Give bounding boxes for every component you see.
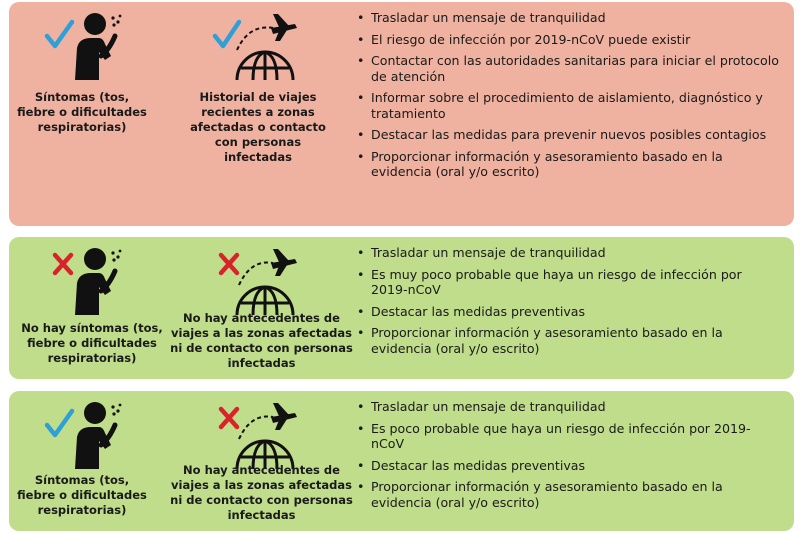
cross-icon (221, 255, 237, 273)
coughing-person-icon (39, 10, 129, 80)
recommendation-item: • Informar sobre el procedimiento de aislamiento, diagnóstico y tratamiento (357, 90, 782, 121)
recommendation-item: • Es poco probable que haya un riesgo de infección por 2019-nCoV (357, 421, 782, 452)
scenario-panel-high-risk (9, 2, 794, 226)
recommendation-list (357, 399, 782, 516)
check-icon (47, 411, 72, 435)
recommendation-item: • Trasladar un mensaje de tranquilidad (357, 245, 782, 261)
recommendation-item: • Proporcionar información y asesoramiento basado en la evidencia (oral y/o escrito) (357, 325, 782, 356)
check-icon (215, 22, 239, 46)
coughing-person-icon (39, 399, 129, 469)
check-icon (47, 22, 72, 46)
airplane-icon (271, 14, 297, 41)
recommendation-list (357, 10, 782, 186)
globe-icon (237, 52, 293, 80)
airplane-icon (271, 249, 297, 276)
coughing-person-icon (39, 245, 129, 315)
travel-globe-icon (209, 10, 299, 80)
symptoms-label: Síntomas (tos, fiebre o dificultades respiratorias) (17, 473, 147, 517)
airplane-icon (271, 403, 297, 430)
cross-icon (221, 409, 237, 427)
recommendation-item: • Destacar las medidas preventivas (357, 458, 782, 474)
travel-history-label: Historial de viajes recientes a zonas afectadas o contacto con personas infectadas (190, 90, 326, 164)
recommendation-item: • Contactar con las autoridades sanitarias para iniciar el protocolo de atención (357, 53, 782, 84)
recommendation-item: • Trasladar un mensaje de tranquilidad (357, 10, 782, 26)
travel-history-label: No hay antecedentes de viajes a las zonas afectadas ni de contacto con personas infectadas (170, 463, 353, 522)
symptoms-label: Síntomas (tos, fiebre o dificultades respiratorias) (17, 90, 147, 134)
travel-globe-icon (209, 399, 299, 469)
recommendation-item: • Trasladar un mensaje de tranquilidad (357, 399, 782, 415)
recommendation-item: • El riesgo de infección por 2019-nCoV puede existir (357, 32, 782, 48)
scenario-panel-low-risk (9, 391, 794, 531)
travel-globe-icon (209, 245, 299, 315)
scenario-panel-no-risk (9, 237, 794, 379)
recommendation-item: • Proporcionar información y asesoramiento basado en la evidencia (oral y/o escrito) (357, 149, 782, 180)
recommendation-item: • Destacar las medidas para prevenir nuevos posibles contagios (357, 127, 782, 143)
recommendation-item: • Destacar las medidas preventivas (357, 304, 782, 320)
symptoms-label: No hay síntomas (tos, fiebre o dificultades respiratorias) (21, 321, 163, 365)
recommendation-item: • Proporcionar información y asesoramiento basado en la evidencia (oral y/o escrito) (357, 479, 782, 510)
cross-icon (55, 255, 71, 273)
recommendation-list (357, 245, 782, 362)
recommendation-item: • Es muy poco probable que haya un riesgo de infección por 2019-nCoV (357, 267, 782, 298)
travel-history-label: No hay antecedentes de viajes a las zonas afectadas ni de contacto con personas infectadas (170, 311, 353, 370)
